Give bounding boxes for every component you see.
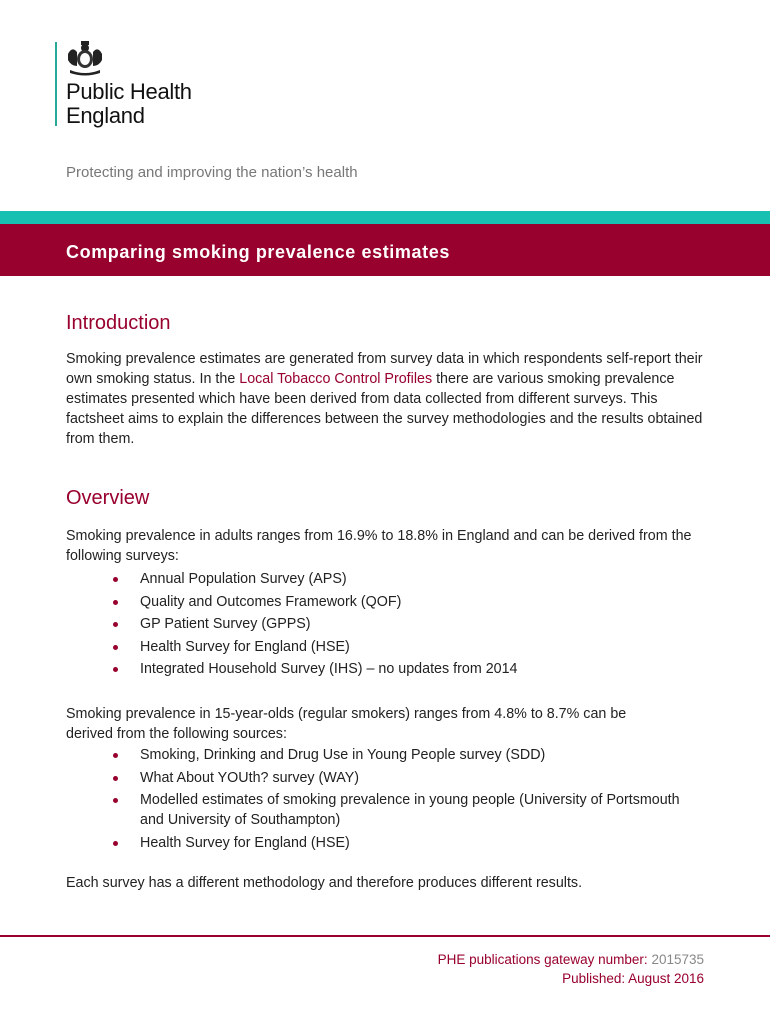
gateway-label: PHE publications gateway number:: [437, 952, 652, 967]
introduction-paragraph: [66, 349, 706, 449]
organisation-name: [66, 80, 192, 128]
bullet-dot-icon: [113, 753, 118, 758]
adults-paragraph: Smoking prevalence in adults ranges from 16.9% to 18.8% in England and can be derived from the following surveys:: [66, 528, 692, 564]
list-item-text: Quality and Outcomes Framework (QOF): [140, 593, 402, 610]
youth-source-list: [66, 745, 706, 855]
list-item: [66, 833, 706, 853]
closing-paragraph: Each survey has a different methodology and therefore produces different results.: [66, 875, 583, 891]
introduction-heading: Introduction: [66, 312, 171, 334]
bullet-dot-icon: [113, 841, 118, 846]
list-item-text: Modelled estimates of smoking prevalence in young people (University of Portsmouth and University of Southampton): [140, 792, 680, 828]
list-item-text: Health Survey for England (HSE): [140, 834, 350, 851]
teal-accent-band: [0, 211, 770, 224]
tagline: Protecting and improving the nation’s health: [66, 164, 358, 181]
published-date: Published: August 2016: [562, 971, 704, 986]
list-item: [66, 768, 706, 788]
list-item: [66, 614, 706, 634]
local-tobacco-control-profiles-link[interactable]: Local Tobacco Control Profiles: [239, 371, 433, 387]
bullet-dot-icon: [113, 622, 118, 627]
list-item: [66, 637, 706, 657]
bullet-dot-icon: [113, 798, 118, 803]
logo-divider: [55, 42, 57, 126]
bullet-dot-icon: [113, 776, 118, 781]
list-item-text: Annual Population Survey (APS): [140, 571, 347, 587]
bullet-dot-icon: [113, 645, 118, 650]
list-item-text: Smoking, Drinking and Drug Use in Young People survey (SDD): [140, 747, 546, 763]
organisation-name-line2: England: [66, 103, 145, 128]
list-item-text: GP Patient Survey (GPPS): [140, 616, 311, 632]
bullet-dot-icon: [113, 667, 118, 672]
introduction-text-start: Smoking prevalence estimates are generated from survey data in which respondents self-report their own smoking status. In the: [66, 351, 703, 387]
royal-crest-icon: [64, 40, 106, 76]
gateway-number-value: 2015735: [651, 952, 704, 967]
overview-heading: Overview: [66, 487, 150, 509]
bullet-dot-icon: [113, 577, 118, 582]
list-item: [66, 592, 706, 612]
list-item: [66, 569, 706, 589]
list-item: [66, 659, 706, 679]
adults-survey-list: [66, 569, 706, 682]
footer-divider: [0, 935, 770, 937]
list-item: [66, 745, 706, 765]
list-item-text: Integrated Household Survey (IHS) – no updates from 2014: [140, 661, 518, 677]
youth-paragraph: Smoking prevalence in 15-year-olds (regular smokers) ranges from 4.8% to 8.7% can be derived from the following sources:: [66, 706, 627, 742]
list-item: [66, 790, 706, 830]
bullet-dot-icon: [113, 600, 118, 605]
document-title: Comparing smoking prevalence estimates: [66, 242, 450, 262]
gateway-number: [438, 952, 704, 967]
introduction-text-end: there are various smoking prevalence estimates presented which have been derived from data collected from different surveys. This factsheet aims to explain the differences between the survey methodologies and the results obtained from them.: [66, 371, 703, 447]
list-item-text: What About YOUth? survey (WAY): [140, 769, 360, 786]
organisation-name-line1: Public Health: [66, 79, 192, 104]
list-item-text: Health Survey for England (HSE): [140, 638, 350, 655]
